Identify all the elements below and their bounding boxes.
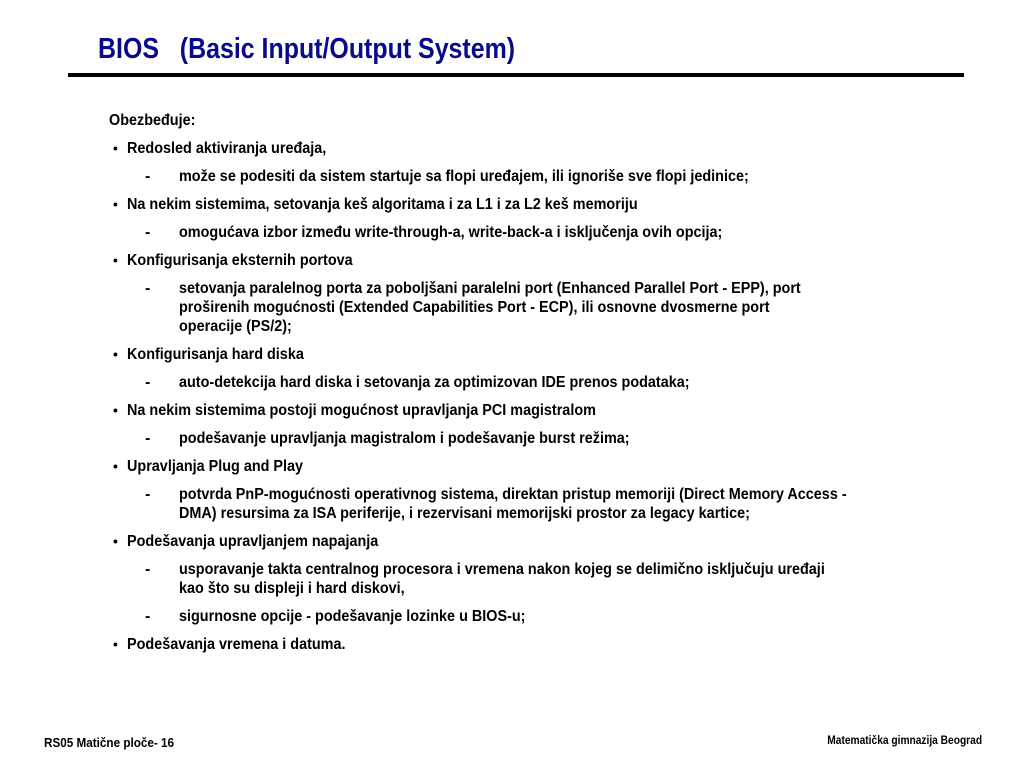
sub-item (109, 223, 909, 242)
bullet-item (109, 345, 909, 364)
intro-text: Obezbeđuje: (109, 112, 196, 129)
sub-text: auto-detekcija hard diska i setovanja za optimizovan IDE prenos podataka; (179, 374, 690, 391)
sub-item (109, 167, 909, 186)
bullet-item (109, 532, 909, 551)
dash-icon: - (145, 168, 151, 185)
sub-item (109, 429, 909, 448)
bullet-icon: • (113, 402, 118, 418)
dash-icon: - (145, 430, 151, 447)
slide-title: BIOS (Basic Input/Output System) (98, 33, 516, 65)
bullet-icon: • (113, 458, 118, 474)
bullet-icon: • (113, 196, 118, 212)
bullet-text: Podešavanja upravljanjem napajanja (127, 533, 379, 550)
bullet-text: Redosled aktiviranja uređaja, (127, 140, 327, 157)
slide-body (109, 111, 909, 663)
sub-item (109, 607, 909, 626)
sub-text: omogućava izbor između write-through-a, write-back-a i isključenja ovih opcija; (179, 224, 723, 241)
sub-item (109, 373, 909, 392)
bullet-text: Na nekim sistemima, setovanja keš algoritama i za L1 i za L2 keš memoriju (127, 196, 638, 213)
bullet-item (109, 635, 909, 654)
intro-line (109, 111, 909, 130)
sub-text: potvrda PnP-mogućnosti operativnog sistema, direktan pristup memoriji (Direct Memory Access - DMA) resursima za ISA periferije, i rezervisani memorijski prostor za legacy kartice; (179, 486, 847, 522)
sub-item (109, 485, 909, 523)
sub-text: sigurnosne opcije - podešavanje lozinke u BIOS-u; (179, 608, 526, 625)
bullet-icon: • (113, 252, 118, 268)
dash-icon: - (145, 280, 151, 297)
bullet-icon: • (113, 636, 118, 652)
footer-slide-number: RS05 Matične ploče- 16 (44, 735, 175, 750)
bullet-item (109, 401, 909, 420)
bullet-item (109, 195, 909, 214)
dash-icon: - (145, 561, 151, 578)
sub-text: usporavanje takta centralnog procesora i vremena nakon kojeg se delimično isključuju uređaji kao što su displeji i hard diskovi, (179, 561, 825, 597)
sub-text: može se podesiti da sistem startuje sa flopi uređajem, ili ignoriše sve flopi jedinice; (179, 168, 749, 185)
bullet-item (109, 457, 909, 476)
bullet-icon: • (113, 533, 118, 549)
title-divider (68, 73, 964, 77)
dash-icon: - (145, 374, 151, 391)
sub-text: podešavanje upravljanja magistralom i podešavanje burst režima; (179, 430, 630, 447)
bullet-icon: • (113, 140, 118, 156)
dash-icon: - (145, 608, 151, 625)
dash-icon: - (145, 224, 151, 241)
sub-item (109, 560, 909, 598)
bullet-text: Na nekim sistemima postoji mogućnost upravljanja PCI magistralom (127, 402, 596, 419)
bullet-item (109, 139, 909, 158)
bullet-text: Konfigurisanja eksternih portova (127, 252, 353, 269)
bullet-text: Konfigurisanja hard diska (127, 346, 304, 363)
dash-icon: - (145, 486, 151, 503)
sub-text: setovanja paralelnog porta za poboljšani paralelni port (Enhanced Parallel Port - EPP), port proširenih mogućnosti (Extended Capabilities Port - ECP), ili osnovne dvosmerne port operacije (PS/2); (179, 280, 801, 335)
sub-item (109, 279, 909, 336)
footer-institution: Matematička gimnazija Beograd (827, 733, 982, 747)
bullet-icon: • (113, 346, 118, 362)
bullet-text: Podešavanja vremena i datuma. (127, 636, 346, 653)
bullet-text: Upravljanja Plug and Play (127, 458, 304, 475)
bullet-item (109, 251, 909, 270)
